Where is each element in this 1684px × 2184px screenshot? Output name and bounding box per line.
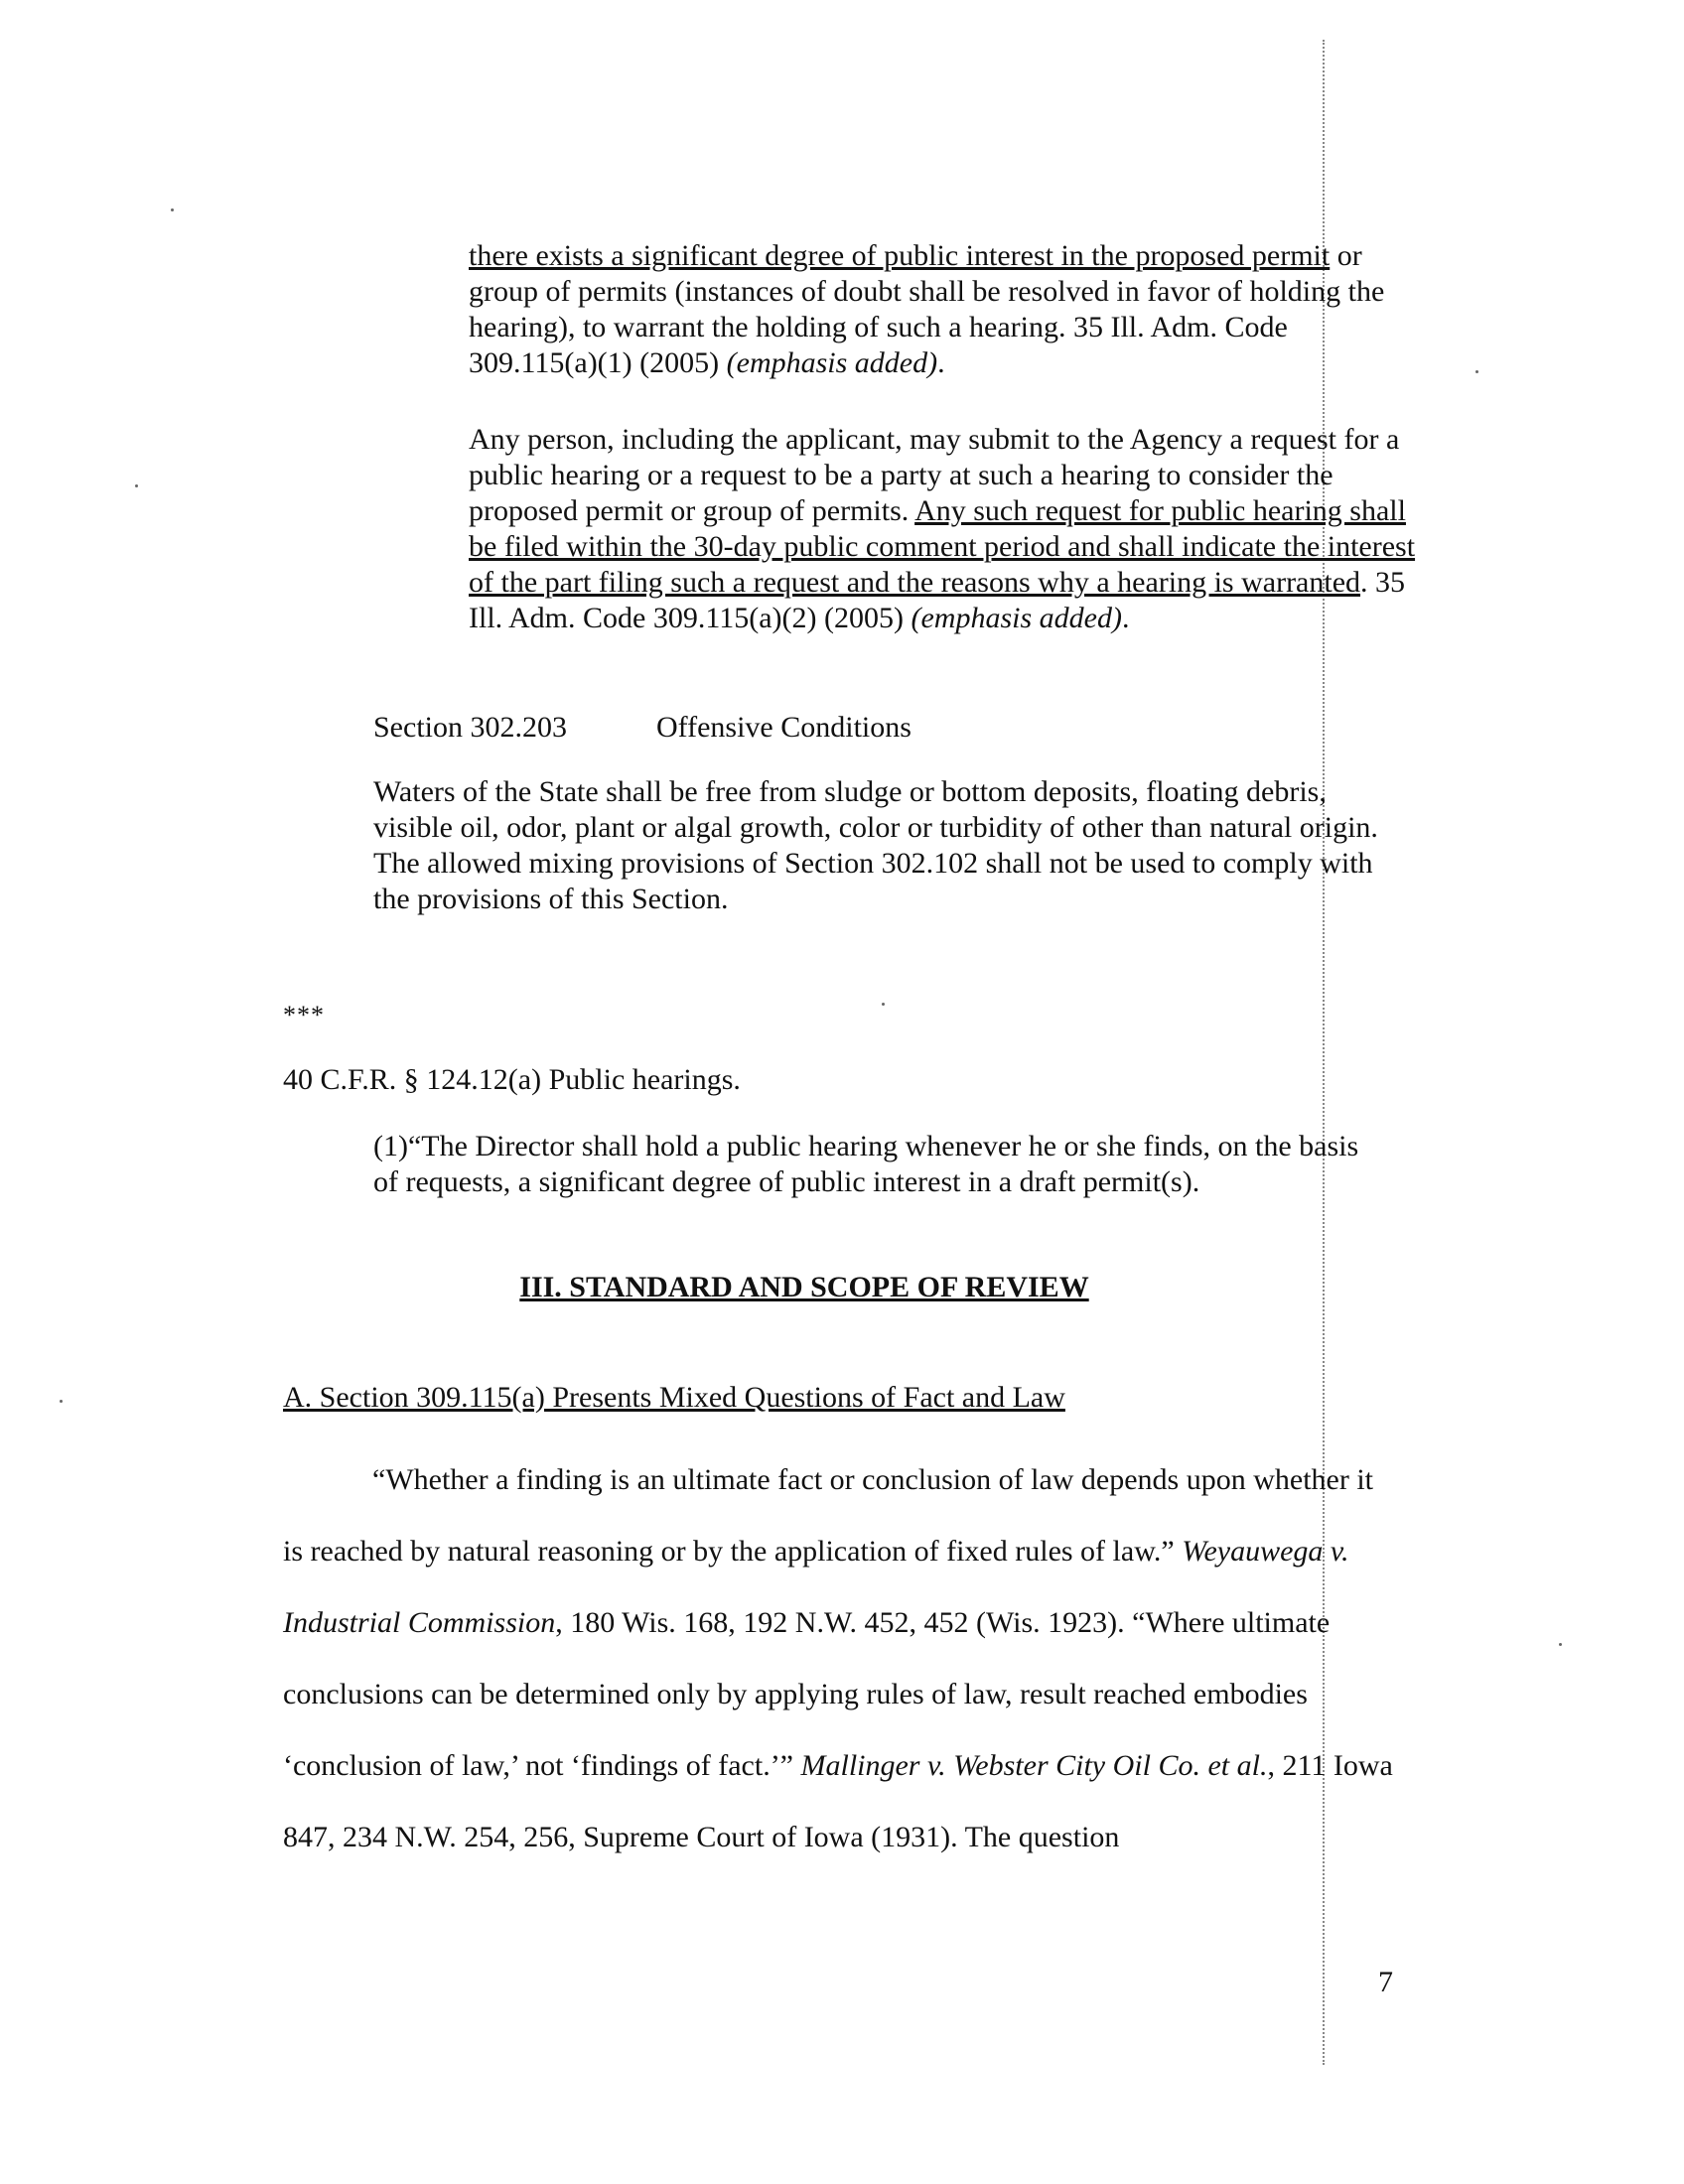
emphasis-note: (emphasis added): [911, 602, 1122, 634]
quote-end: .: [1121, 602, 1130, 634]
page-number: 7: [1378, 1966, 1393, 1998]
quote-text: Any person, including the applicant, may submit to the Agency a request for a public hearing or a request to be a party at such a hearing to consider the proposed permit or group of permits.: [469, 423, 1400, 527]
case-citation: Weyauwega v. Industrial Commission: [283, 1535, 1349, 1639]
cfr-heading: 40 C.F.R. § 124.12(a) Public hearings.: [283, 1063, 741, 1096]
section-title: Offensive Conditions: [656, 711, 912, 744]
scan-speck: [1475, 370, 1478, 373]
separator: ***: [283, 1001, 325, 1029]
section-number: Section 302.203: [373, 711, 567, 744]
body-paragraph: [283, 1444, 1395, 1873]
section-iii-heading: III. STANDARD AND SCOPE OF REVIEW: [519, 1271, 1089, 1303]
body-text: “Whether a finding is an ultimate fact or conclusion of law depends upon whether it is reached by natural reasoning or by the application of fixed rules of law.”: [283, 1463, 1374, 1568]
subheading-a: A. Section 309.115(a) Presents Mixed Questions of Fact and Law: [283, 1381, 1065, 1414]
scan-speck: [60, 1400, 63, 1403]
quote-end: .: [937, 346, 945, 379]
section-heading: [373, 710, 1068, 746]
scan-speck: [135, 484, 138, 487]
underlined-quote: Any such request for public hearing shall be filed within the 30-day public comment period and shall indicate the interest of the part filing such a request and the reasons why a hearing is warranted: [469, 494, 1416, 599]
emphasis-note: (emphasis added): [726, 346, 938, 379]
body-text: , 211 Iowa 847, 234 N.W. 254, 256, Supreme Court of Iowa (1931). The question: [283, 1749, 1393, 1853]
scan-speck: [171, 208, 174, 211]
scan-speck: [882, 1003, 885, 1006]
cfr-quote: (1)“The Director shall hold a public hearing whenever he or she finds, on the basis of requests, a significant degree of public interest in a draft permit(s).: [373, 1130, 1359, 1198]
quote-text: or group of permits (instances of doubt shall be resolved in favor of holding the hearing), to warrant the holding of such a hearing. 35 Ill. Adm. Code 309.115(a)(1) (2005): [469, 239, 1385, 379]
quote-309-115-a1: [469, 238, 1422, 381]
underlined-quote: there exists a significant degree of public interest in the proposed permit: [469, 239, 1331, 272]
case-citation: Mallinger v. Webster City Oil Co. et al.: [800, 1749, 1268, 1782]
quote-text: . 35 Ill. Adm. Code 309.115(a)(2) (2005): [469, 566, 1406, 634]
body-text: , 180 Wis. 168, 192 N.W. 452, 452 (Wis. 1923). “Where ultimate conclusions can be determined only by applying rules of law, result reached embodies ‘conclusion of law,’ not ‘findings of fact.’”: [283, 1606, 1331, 1782]
section-text: Waters of the State shall be free from sludge or bottom deposits, floating debris, visible oil, odor, plant or algal growth, color or turbidity of other than natural origin. The allowed mixing provisions of Section 302.102 shall not be used to comply with the provisions of this Section.: [373, 775, 1378, 915]
scan-speck: [1559, 1643, 1562, 1646]
quote-309-115-a2: [469, 422, 1422, 636]
